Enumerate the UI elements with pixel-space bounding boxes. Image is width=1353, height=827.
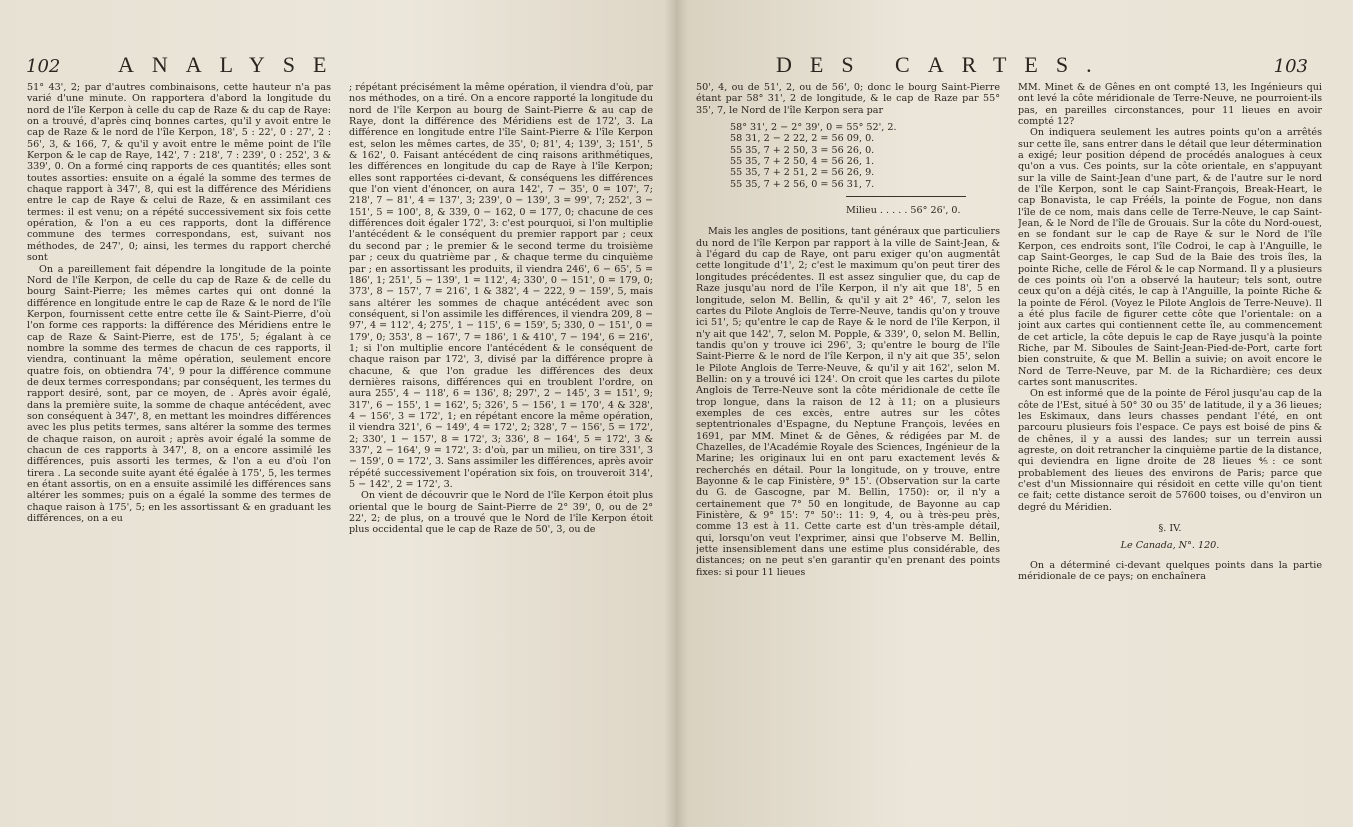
running-header-right: DES CARTES. [776,52,1110,77]
paragraph: On a déterminé ci-devant quelques points dans la partie méridionale de ce pays; on enchaînera [1018,559,1322,583]
milieu-value: Milieu . . . . . 56° 26', 0. [846,205,961,217]
table-row: 58° 31', 2 − 2° 39', 0 = 55° 52', 2. [730,122,897,134]
subsection-heading: Le Canada, N°. 120. [1120,540,1220,552]
paragraph: On est informé que de la pointe de Férol jusqu'au cap de la côte de l'Est, situé à 50° 30 ou 35' de latitude, il y a 36 lieues; les Eskimaux, dans leurs chasses pendant l'été, en ont parcouru plusieurs fois l'espace. Ce pays est boisé de pins & de chênes, il y a aussi des landes; sur un terrein aussi agreste, on doit retrancher la cinquième partie de la distance, qui deviendra en ligne droite de 28 lieues ⅘: ce sont probablement des lieues des environs de Paris; parce que c'est d'un Missionnaire qui résidoit en cette ville qu'on tient ce fait; cette distance seroit de 57600 toises, ou d'environ un degré du Méridien. [1018,388,1322,513]
divider [846,196,966,197]
book-gutter [664,0,688,827]
running-header-left: ANALYSE [118,52,345,77]
left-column-a [27,82,331,812]
section-heading: §. IV. [1158,523,1182,535]
paragraph: ; répétant précisément la même opération, il viendra d'où, par nos méthodes, on a tiré. On a encore rapporté la longitude du nord de l'île Kerpon au bourg de Saint-Pierre & au cap de Raye, dont la différence des Méridiens est de 172', 3. La différence en longitude entre l'île Saint-Pierre & l'île Kerpon est, selon les mêmes cartes, de 35', 0; 81', 4; 139', 3; 151', 5 & 162', 0. Faisant antécédent de cinq raisons arithmétiques, les différences en longitude du cap de Raye à l'île Kerpon; elles sont rapportées ci-devant, & conséquens les différences que l'on vient d'énoncer, on aura 142', 7 − 35', 0 = 107', 7; 218', 7 − 81', 4 = 137', 3; 239', 0 − 139', 3 = 99', 7; 252', 3 − 151', 5 = 100', 8, & 339, 0 − 162, 0 = 177, 0; chacune de ces différences doit égaler 172', 3: c'est pourquoi, si l'on multiplie l'antécédent & le conséquent du premier rapport par ; ceux du second par ; le premier & le second terme du troisième par ; ceux du quatrième par , & chaque terme du cinquième par ; en assortissant les produits, il viendra 246', 6 − 65', 5 = 186', 1; 251', 5 − 139', 1 = 112', 4; 330', 0 − 151', 0 = 179, 0; 373', 8 − 157', 7 = 216', 1 & 382', 4 − 222, 9 − 159', 5, mais sans altérer les sommes de chaque antécédent avec son conséquent, si l'on assimile les différences, il viendra 209, 8 − 97', 4 = 112', 4; 275', 1 − 115', 6 = 159', 5; 330, 0 − 151', 0 = 179', 0; 353', 8 − 167', 7 = 186', 1 & 410', 7 − 194', 6 = 216', 1; si l'on multiplie encore l'antécédent & le conséquent de chaque raison par 172', 3, divisé par la différence propre à chacune, & que l'on gradue les différences des deux dernières raisons, différences qui en troublent l'ordre, on aura 255', 4 − 118', 6 = 136', 8; 297', 2 − 145', 3 = 151', 9; 317', 6 − 155', 1 = 162', 5; 326', 5 − 156', 1 = 170', 4 & 328', 4 − 156', 3 = 172', 1; en répétant encore la même opération, il viendra 321', 6 − 149', 4 = 172', 2; 328', 7 − 156', 5 = 172', 2; 330', 1 − 157', 8 = 172', 3; 336', 8 − 164', 5 = 172', 3 & 337', 2 − 164', 9 = 172', 3: d'où, par un milieu, on tire 331', 3 − 159', 0 = 172', 3. Sans assimiler les différences, après avoir répété successivement l'opération six fois, on trouveroit 314', 5 − 142', 2 = 172', 3. [349,82,653,491]
paragraph: Mais les angles de positions, tant généraux que particuliers du nord de l'île Kerpon par rapport à la ville de Saint-Jean, & à l'égard du cap de Raye, ont paru exiger qu'on augmentât cette longitude d'1', 2; c'est le maximum qu'on peut tirer des longitudes précédentes. Il est assez singulier que, du cap de Raze jusqu'au nord de l'île Kerpon, il n'y ait que 18', 5 en longitude, selon M. Bellin, & qu'il y ait 2° 46', 7, selon les cartes du Pilote Anglois de Terre-Neuve, tandis qu'on y trouve ici 51', 5; qu'entre le cap de Raye & le nord de l'île Kerpon, il n'y ait que 142', 7, selon M. Popple, & 339', 0, selon M. Bellin, tandis qu'on y trouve ici 296', 3; qu'entre le bourg de l'île Saint-Pierre & le nord de l'île Kerpon, il n'y ait que 35', selon le Pilote Anglois de Terre-Neuve, & qu'il y ait 162', selon M. Bellin: on y a trouvé ici 124'. On croit que les cartes du pilote Anglois de Terre-Neuve sont la côte méridionale de cette île trop longue, dans la raison de 12 à 11; on a plusieurs exemples de ces excès, entre autres sur les côtes septentrionales d'Espagne, du Neptune François, levées en 1691, par MM. Minet & de Gênes, & rédigées par M. de Chazelles, de l'Académie Royale des Sciences, Ingénieur de la Marine; les originaux lui en ont paru exactement levés & recherchés en détail. Pour la longitude, on y trouve, entre Bayonne & le cap Finistère, 9° 15'. (Observation sur la carte du G. de Gascogne, par M. Bellin, 1750): or, il n'y a certainement que 7° 50 en longitude, de Bayonne au cap Finistère, & 9° 15': 7° 50':: 11: 9, 4, ou à très-peu près, comme 13 est à 11. Cette carte est d'un très-ample détail, qui, lorsqu'on veut l'exprimer, ainsi que l'observe M. Bellin, jette insensiblement dans une estime plus considérable, des distances; on ne peut s'en garantir qu'en prenant des points fixes: si pour 11 lieues [696,226,1000,578]
paragraph: 51° 43', 2; par d'autres combinaisons, cette hauteur n'a pas varié d'une minute. On rapportera d'abord la longitude du nord de l'île Kerpon à celle du cap de Raze & du cap de Raye: on a trouvé, d'après cinq bonnes cartes, qu'il y avoit entre le cap de Raze & le nord de l'île Kerpon, 18', 5 : 22', 0 : 27', 2 : 56', 3, & 166, 7, & qu'il y avoit entre le même point de l'île Kerpon & le cap de Raye, 142', 7 : 218', 7 : 239', 0 : 252', 3 & 339', 0. On a formé cinq rapports de ces quantités; elles sont toutes assorties: ensuite on a égalé la somme des termes de chaque rapport à 347', 8, qui est la différence des Méridiens entre le cap de Raye & celui de Raze, & en assimilant ces termes: il est venu; on a répété successivement six fois cette opération, & l'on a eu ces rapports, dont la différence commune des termes correspondans, est, suivant nos méthodes, de 247', 0; ainsi, les termes du rapport cherché sont [27,82,331,264]
paragraph: On vient de découvrir que le Nord de l'île Kerpon étoit plus oriental que le bourg de Saint-Pierre de 2° 39', 0, ou de 2° 22', 2; de plus, on a trouvé que le Nord de l'île Kerpon étoit plus occidental que le cap de Raze de 50', 3, ou de [349,490,653,536]
table-row: 55 35, 7 + 2 50, 3 = 56 26, 0. [730,144,875,156]
table-row: 55 35, 7 + 2 56, 0 = 56 31, 7. [730,178,875,190]
page-number-left: 102 [26,56,61,77]
right-column-b [1018,82,1322,812]
paragraph: 50', 4, ou de 51', 2, ou de 56', 0; donc le bourg Saint-Pierre étant par 58° 31', 2 de longitude, & le cap de Raze par 55° 35', 7, le Nord de l'île Kerpon sera par [696,82,1000,116]
table-row: 55 35, 7 + 2 50, 4 = 56 26, 1. [730,156,875,168]
page-number-right: 103 [1273,56,1308,77]
paragraph: On indiquera seulement les autres points qu'on a arrêtés sur cette île, sans entrer dans le détail que leur détermination a exigé; leur position dépend de procédés analogues à ceux qu'on a vus. Ces points, sur la côte orientale, en s'appuyant sur la ville de Saint-Jean d'une part, & de l'autre sur le nord de l'île Kerpon, sont le cap Saint-François, Break-Heart, le cap Bonavista, le cap Frééls, la pointe de Fogue, non dans l'île de ce nom, mais dans celle de Terre-Neuve, le cap Saint-Jean, & le Nord de l'île de Grouais. Sur la côte du Nord-ouest, en se fondant sur le cap de Raye & sur le Nord de l'île Kerpon, ces endroits sont, l'île Codroi, le cap à l'Anguille, le cap Saint-Georges, le cap Sud de la Baie des trois îles, la pointe Riche, celle de Férol & le cap Normand. Il y a plusieurs de ces points où l'on a observé la hauteur; tels sont, outre ceux qu'on a déjà cités, le cap à l'Anguille, la pointe Riche & la pointe de Férol. (Voyez le Pilote Anglois de Terre-Neuve). Il a été plus facile de figurer cette côte que l'orientale: on a joint aux cartes qui contiennent cette île, au commencement de cet article, la côte depuis le cap de Raye jusqu'à la pointe Riche, par M. Siboules de Saint-Jean-Pied-de-Port, carte fort bien construite, & que M. Bellin a suivie; on avoit encore le Nord de Terre-Neuve, par M. de la Richardière; ces deux cartes sont manuscrites. [1018,127,1322,388]
paragraph: On a pareillement fait dépendre la longitude de la pointe Nord de l'île Kerpon, de celle du cap de Raze & de celle du bourg Saint-Pierre; les mêmes cartes qui ont donné la différence en longitude entre le cap de Raze & le nord de l'île Kerpon, fournissent cette entre cette île & Saint-Pierre, d'où l'on forme ces rapports: la différence des Méridiens entre le cap de Raze & Saint-Pierre, est de 175', 5; égalant à ce nombre la somme des termes de chacun de ces rapports, il viendra, continuant la même opération, seulement encore quatre fois, on obtiendra 74', 9 pour la différence commune de deux termes correspondans; par conséquent, les termes du rapport desiré, sont, par ce moyen, de . Après avoir égalé, dans la première suite, la somme de chaque antécédent, avec son conséquent à 347', 8, en mettant les moindres différences avec les plus petits termes, sans altérer la somme des termes de chaque raison, on auroit ; après avoir égalé la somme de chacun de ces rapports à 347', 8, on a encore assimilé les différences, puis assorti les termes, & l'on a eu d'où l'on tirera . La seconde suite ayant été égalée à 175', 5, les termes en étant assortis, on en a ensuite assimilé les différences sans altérer les sommes; puis on a égalé la somme des termes de chaque raison à 175', 5; en les assortissant & en graduant les différences, on a eu [27,263,331,525]
right-page [676,0,1352,827]
paragraph: MM. Minet & de Gênes en ont compté 13, les Ingénieurs qui ont levé la côte méridionale de Terre-Neuve, ne pourroient-ils pas, en pareilles circonstances, pour 11 lieues en avoir compté 12? [1018,82,1322,128]
right-column-a [696,82,1000,812]
left-page [0,0,676,827]
longitude-table [730,122,1000,190]
table-row: 58 31, 2 − 2 22, 2 = 56 09, 0. [730,133,875,145]
table-row: 55 35, 7 + 2 51, 2 = 56 26, 9. [730,167,875,179]
left-column-b [349,82,653,812]
